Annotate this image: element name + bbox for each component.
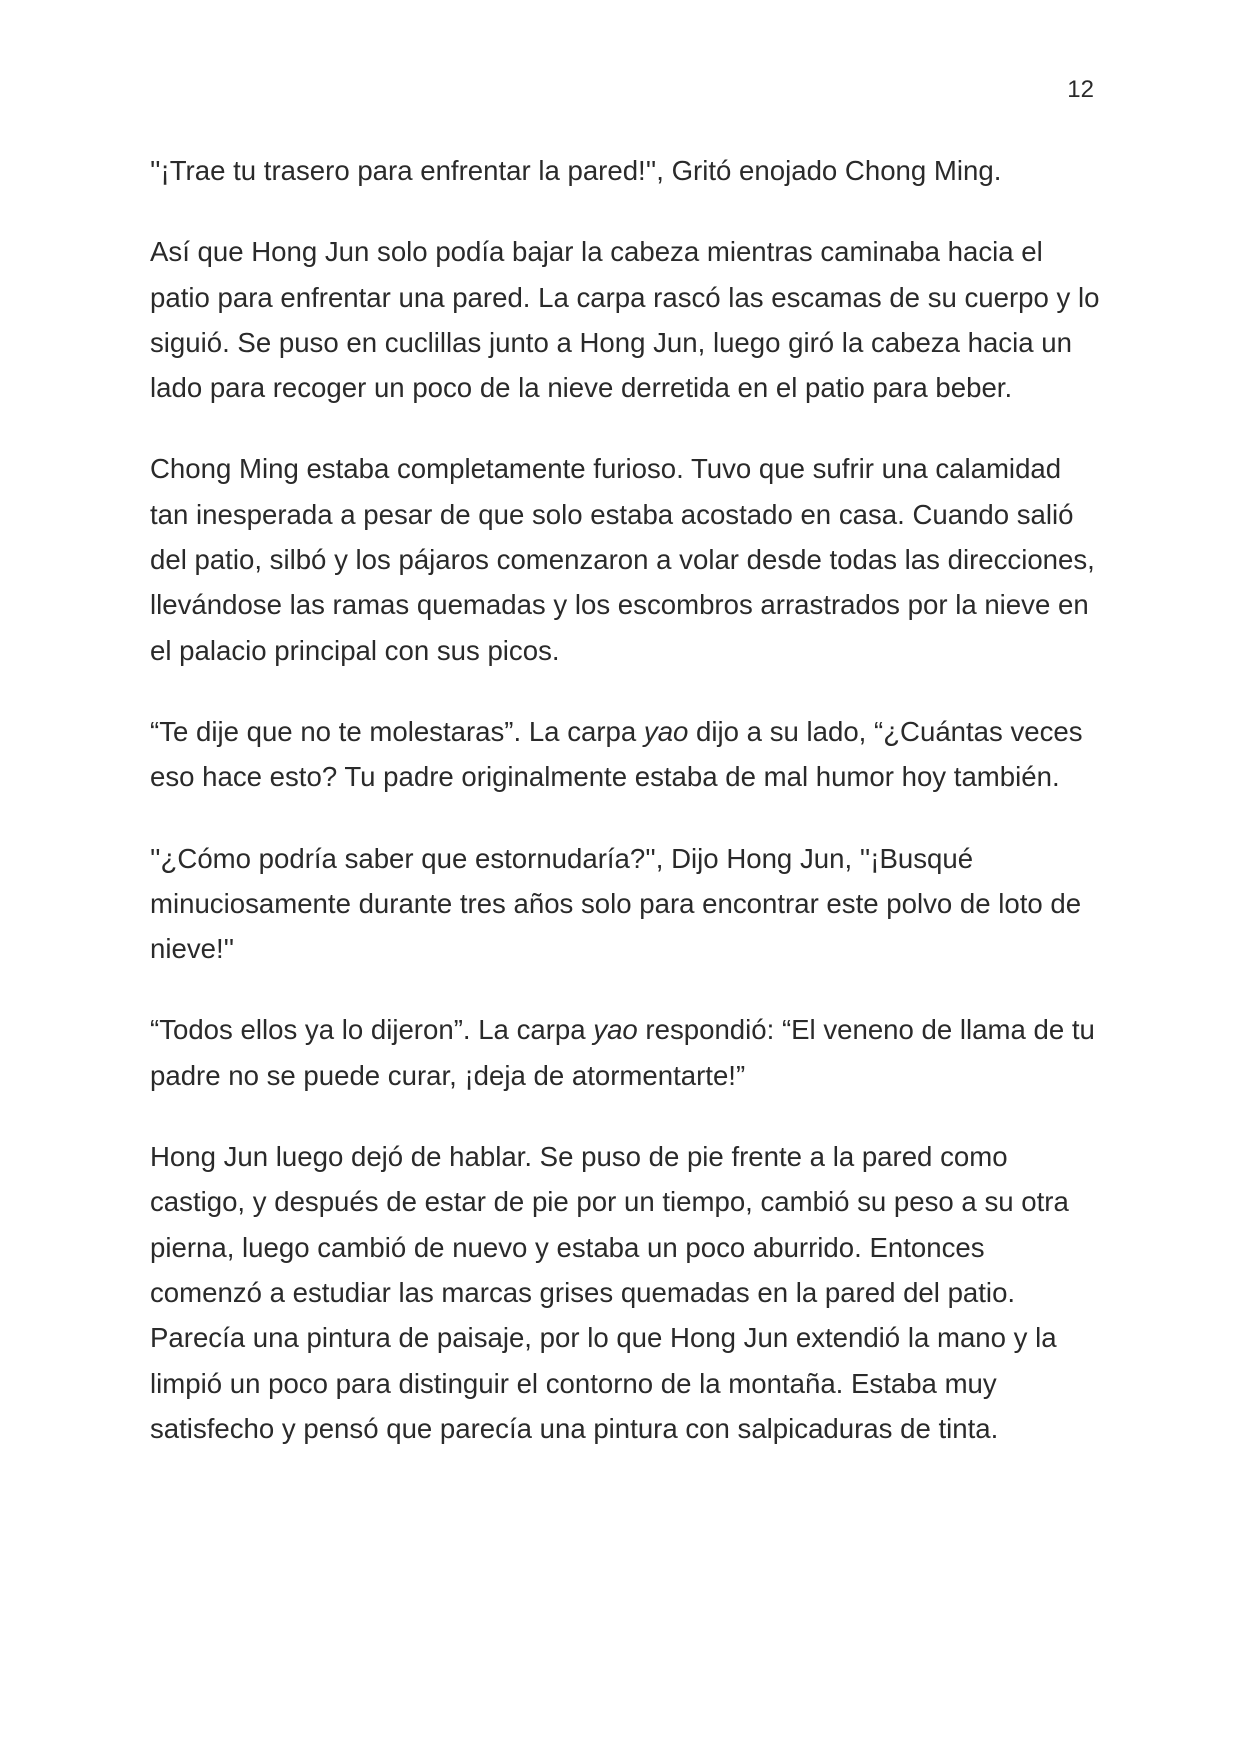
page-number: 12 (1067, 76, 1094, 103)
italic-term: yao (593, 1014, 638, 1046)
paragraph-text: “Todos ellos ya lo dijeron”. La carpa (150, 1014, 594, 1046)
paragraph-text: respondió: “El veneno de llama de tu padre no se puede curar, ¡deja de atormentarte!” (150, 1014, 1095, 1091)
paragraph-1 (150, 148, 1102, 193)
body-text (150, 148, 1102, 1487)
italic-term: yao (643, 715, 689, 747)
paragraph-text: Chong Ming estaba completamente furioso. Tuvo que sufrir una calamidad tan inesperada a pesar de que solo estaba acostado en casa. Cuando salió del patio, silbó y los pájaros comenzaron a volar desde todas las direcciones, llevándose las ramas quemadas y los escombros arrastrados por la nieve en el palacio principal con sus picos. (150, 453, 1095, 666)
paragraph-2 (150, 229, 1102, 410)
paragraph-3 (150, 446, 1102, 672)
paragraph-text: Hong Jun luego dejó de hablar. Se puso de pie frente a la pared como castigo, y después de estar de pie por un tiempo, cambió su peso a su otra pierna, luego cambió de nuevo y estaba un poco aburrido. Entonces comenzó a estudiar las marcas grises quemadas en la pared del patio. Parecía una pintura de paisaje, por lo que Hong Jun extendió la mano y la limpió un poco para distinguir el contorno de la montaña. Estaba muy satisfecho y pensó que parecía una pintura con salpicaduras de tinta. (150, 1141, 1069, 1444)
paragraph-text: Así que Hong Jun solo podía bajar la cabeza mientras caminaba hacia el patio para enfrentar una pared. La carpa rascó las escamas de su cuerpo y lo siguió. Se puso en cuclillas junto a Hong Jun, luego giró la cabeza hacia un lado para recoger un poco de la nieve derretida en el patio para beber. (150, 236, 1100, 404)
paragraph-4 (150, 709, 1102, 800)
paragraph-6 (150, 1007, 1102, 1098)
paragraph-5 (150, 836, 1102, 972)
paragraph-7 (150, 1134, 1102, 1451)
paragraph-text: ''¡Trae tu trasero para enfrentar la pared!'', Gritó enojado Chong Ming. (150, 155, 1002, 186)
paragraph-text: ''¿Cómo podría saber que estornudaría?'', Dijo Hong Jun, ''¡Busqué minuciosamente durante tres años solo para encontrar este polvo de loto de nieve!'' (150, 842, 1082, 965)
paragraph-text: “Te dije que no te molestaras”. La carpa (150, 715, 644, 747)
paragraph-text: dijo a su lado, “¿Cuántas veces eso hace esto? Tu padre originalmente estaba de mal humor hoy también. (150, 715, 1083, 793)
